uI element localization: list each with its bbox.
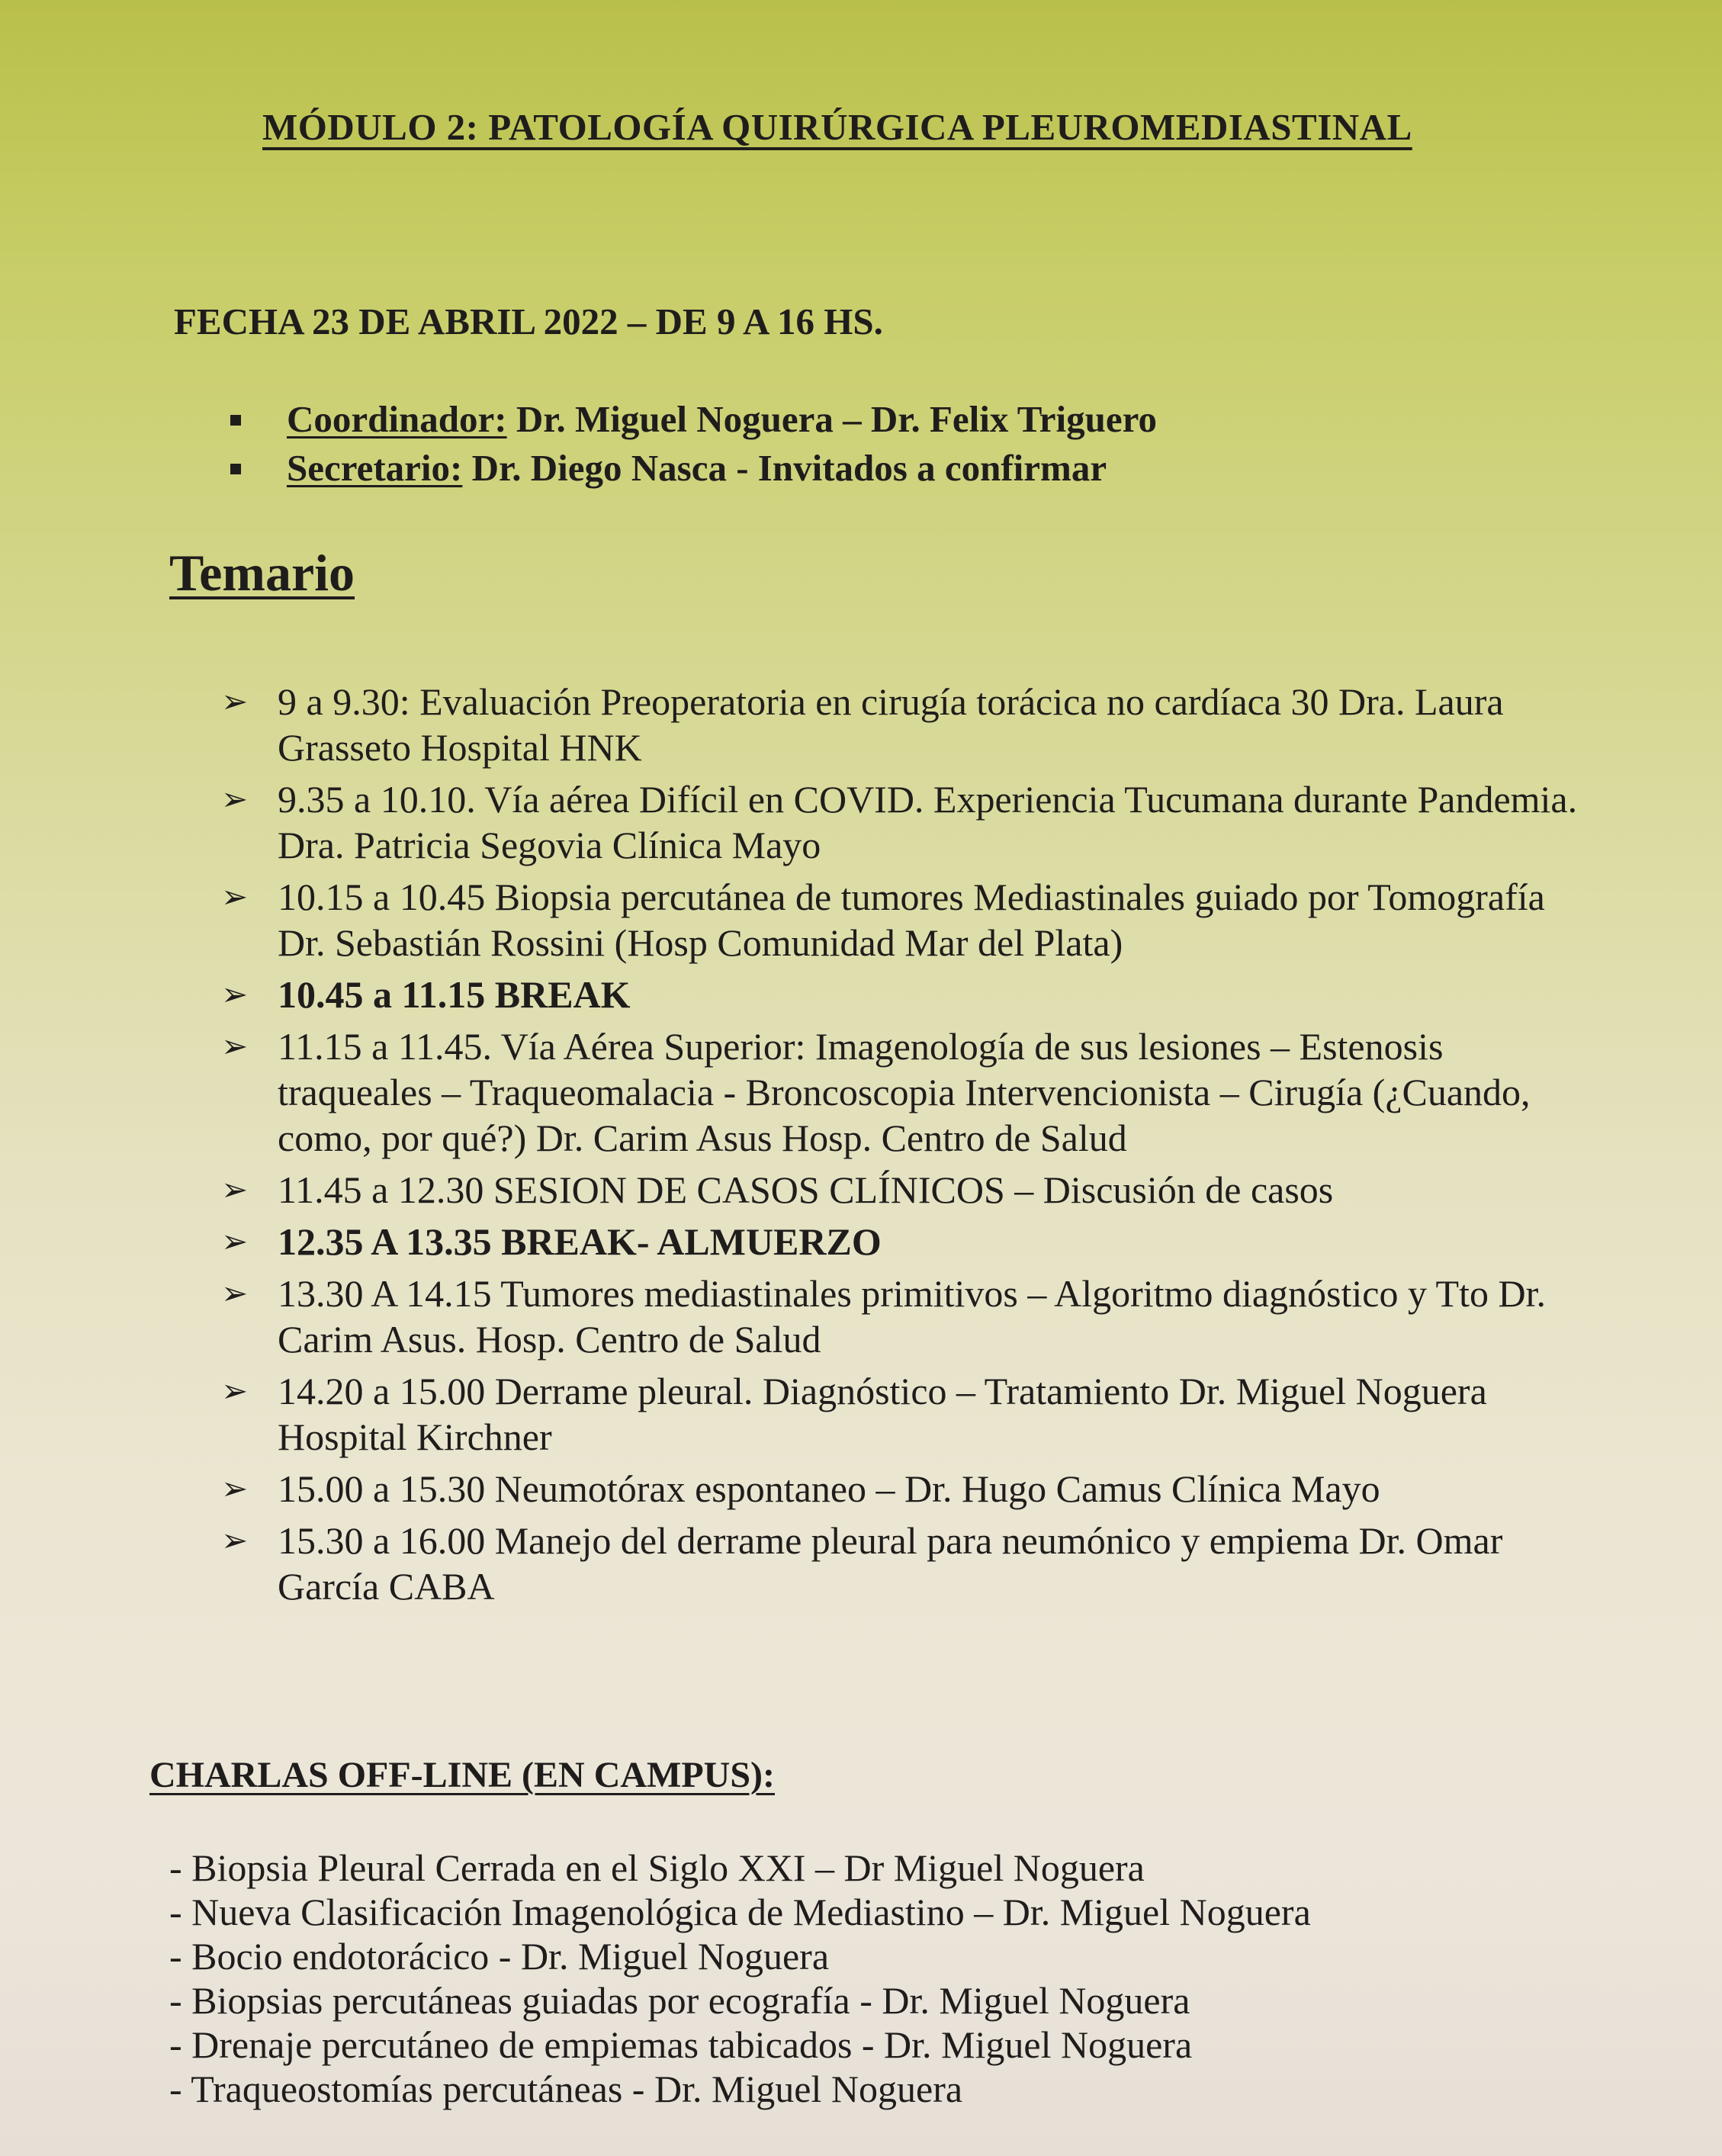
arrow-bullet-icon: ➢	[221, 1470, 249, 1507]
arrow-bullet-icon: ➢	[221, 1223, 249, 1260]
agenda-item	[221, 1518, 1579, 1609]
arrow-bullet-icon: ➢	[221, 1521, 249, 1559]
agenda-item-text: 9 a 9.30: Evaluación Preoperatoria en cirugía torácica no cardíaca 30 Dra. Laura Grasseto Hospital HNK	[278, 680, 1504, 769]
temario-heading: Temario	[169, 544, 355, 602]
charlas-list	[169, 1846, 1311, 2111]
agenda-item-text: 13.30 A 14.15 Tumores mediastinales primitivos – Algoritmo diagnóstico y Tto Dr. Carim Asus. Hosp. Centro de Salud	[278, 1272, 1546, 1361]
bullet-icon	[230, 415, 241, 426]
agenda-item	[221, 972, 1579, 1017]
arrow-bullet-icon: ➢	[221, 780, 249, 818]
agenda-item-text: 14.20 a 15.00 Derrame pleural. Diagnóstico – Tratamiento Dr. Miguel Noguera Hospital Kirchner	[278, 1370, 1487, 1458]
charla-item: - Biopsia Pleural Cerrada en el Siglo XXI – Dr Miguel Noguera	[169, 1846, 1145, 1889]
organizer-item	[226, 444, 1157, 493]
agenda-item-text: 15.00 a 15.30 Neumotórax espontaneo – Dr. Hugo Camus Clínica Mayo	[278, 1467, 1380, 1510]
arrow-bullet-icon: ➢	[221, 878, 249, 915]
charlas-heading: CHARLAS OFF-LINE (EN CAMPUS):	[149, 1755, 775, 1795]
agenda-item-text: 9.35 a 10.10. Vía aérea Difícil en COVID. Experiencia Tucumana durante Pandemia. Dra. Patricia Segovia Clínica Mayo	[278, 778, 1578, 866]
charla-item: - Bocio endotorácico - Dr. Miguel Noguera	[169, 1935, 830, 1978]
agenda-item	[221, 1466, 1579, 1512]
agenda-item	[221, 874, 1579, 966]
organizer-role: Secretario:	[287, 447, 463, 489]
agenda-item-text: 11.45 a 12.30 SESION DE CASOS CLÍNICOS – Discusión de casos	[278, 1168, 1334, 1211]
module-title: MÓDULO 2: PATOLOGÍA QUIRÚRGICA PLEUROMEDIASTINAL	[262, 106, 1412, 148]
arrow-bullet-icon: ➢	[221, 1171, 249, 1208]
agenda-item-text: 11.15 a 11.45. Vía Aérea Superior: Imagenología de sus lesiones – Estenosis traqueales – Traqueomalacia - Broncoscopia Intervencionista – Cirugía (¿Cuando, como, por qué?) Dr. Carim Asus Hosp. Centro de Salud	[278, 1025, 1531, 1159]
agenda-item	[221, 1023, 1579, 1161]
charla-item: - Traqueostomías percutáneas - Dr. Miguel Noguera	[169, 2068, 963, 2110]
organizer-role: Coordinador:	[287, 398, 507, 440]
arrow-bullet-icon: ➢	[221, 1274, 249, 1312]
agenda-item	[221, 776, 1579, 868]
agenda-item-text: 10.15 a 10.45 Biopsia percutánea de tumores Mediastinales guiado por Tomografía Dr. Sebastián Rossini (Hosp Comunidad Mar del Plata)	[278, 876, 1545, 964]
organizer-names: Dr. Miguel Noguera – Dr. Felix Triguero	[506, 398, 1158, 440]
agenda-item	[221, 1271, 1579, 1362]
organizer-item	[226, 395, 1157, 444]
organizers-list	[226, 395, 1157, 493]
agenda-item-text: 10.45 a 11.15 BREAK	[278, 973, 631, 1016]
agenda-item-text: 12.35 A 13.35 BREAK- ALMUERZO	[278, 1220, 882, 1263]
charla-item: - Biopsias percutáneas guiadas por ecografía - Dr. Miguel Noguera	[169, 1979, 1190, 2022]
agenda-item	[221, 679, 1579, 770]
arrow-bullet-icon: ➢	[221, 975, 249, 1013]
arrow-bullet-icon: ➢	[221, 683, 249, 720]
agenda-item	[221, 1368, 1579, 1460]
agenda-list	[221, 679, 1579, 1615]
bullet-icon	[230, 464, 241, 474]
agenda-item	[221, 1167, 1579, 1213]
agenda-item	[221, 1219, 1579, 1264]
charla-item: - Drenaje percutáneo de empiemas tabicados - Dr. Miguel Noguera	[169, 2023, 1193, 2066]
arrow-bullet-icon: ➢	[221, 1027, 249, 1065]
organizer-names: Dr. Diego Nasca - Invitados a confirmar	[462, 447, 1107, 489]
event-date: FECHA 23 DE ABRIL 2022 – DE 9 A 16 HS.	[174, 300, 883, 342]
charla-item: - Nueva Clasificación Imagenológica de Mediastino – Dr. Miguel Noguera	[169, 1891, 1311, 1933]
arrow-bullet-icon: ➢	[221, 1372, 249, 1409]
agenda-item-text: 15.30 a 16.00 Manejo del derrame pleural para neumónico y empiema Dr. Omar García CABA	[278, 1519, 1503, 1608]
